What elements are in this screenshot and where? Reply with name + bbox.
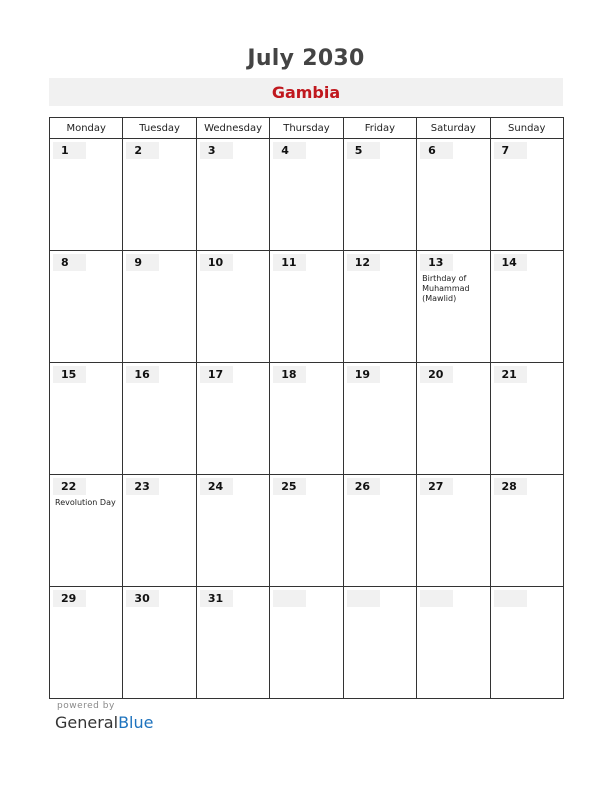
weekday-friday: Friday	[343, 118, 416, 139]
day-cell	[270, 475, 343, 587]
day-cell	[196, 139, 269, 251]
day-number: 21	[494, 366, 527, 383]
day-number: 22	[53, 478, 86, 495]
day-number: 12	[347, 254, 380, 271]
weekday-saturday: Saturday	[417, 118, 490, 139]
day-number: 30	[126, 590, 159, 607]
day-cell	[123, 251, 196, 363]
day-cell	[270, 363, 343, 475]
day-cell	[196, 363, 269, 475]
day-number	[494, 590, 527, 607]
calendar-title: July 2030	[247, 46, 365, 71]
day-number: 27	[420, 478, 453, 495]
day-cell	[270, 139, 343, 251]
day-cell	[196, 475, 269, 587]
day-cell	[50, 363, 123, 475]
day-number: 9	[126, 254, 159, 271]
day-cell	[417, 251, 490, 363]
weekday-wednesday: Wednesday	[196, 118, 269, 139]
week-row	[50, 251, 564, 363]
day-cell	[196, 587, 269, 699]
day-cell	[417, 139, 490, 251]
day-number: 13	[420, 254, 453, 271]
week-row	[50, 587, 564, 699]
day-cell	[270, 587, 343, 699]
day-cell	[123, 139, 196, 251]
day-cell	[417, 363, 490, 475]
day-number: 10	[200, 254, 233, 271]
day-cell	[50, 475, 123, 587]
day-number: 2	[126, 142, 159, 159]
day-number: 8	[53, 254, 86, 271]
week-row	[50, 363, 564, 475]
brand-general-text: General	[55, 713, 119, 732]
day-number: 4	[273, 142, 306, 159]
country-banner	[49, 78, 563, 106]
holiday-label: Birthday of Muhammad (Mawlid)	[422, 274, 470, 303]
day-number	[273, 590, 306, 607]
day-cell	[490, 139, 563, 251]
day-number: 24	[200, 478, 233, 495]
day-cell	[490, 251, 563, 363]
day-number: 5	[347, 142, 380, 159]
brand-blue-text: Blue	[118, 713, 154, 732]
calendar-grid	[49, 117, 564, 699]
week-row	[50, 139, 564, 251]
day-number: 6	[420, 142, 453, 159]
holiday-label: Revolution Day	[55, 498, 116, 507]
day-number: 20	[420, 366, 453, 383]
day-number: 25	[273, 478, 306, 495]
weekday-thursday: Thursday	[270, 118, 343, 139]
weekday-sunday: Sunday	[490, 118, 563, 139]
day-number: 15	[53, 366, 86, 383]
day-cell	[270, 251, 343, 363]
day-number: 1	[53, 142, 86, 159]
day-number: 29	[53, 590, 86, 607]
day-cell	[343, 139, 416, 251]
country-name: Gambia	[271, 83, 341, 102]
day-cell	[123, 363, 196, 475]
day-cell	[343, 251, 416, 363]
day-cell	[50, 139, 123, 251]
day-cell	[490, 475, 563, 587]
day-cell	[490, 587, 563, 699]
weekday-monday: Monday	[50, 118, 123, 139]
day-number: 31	[200, 590, 233, 607]
week-row	[50, 475, 564, 587]
day-number: 7	[494, 142, 527, 159]
day-number	[347, 590, 380, 607]
day-number	[420, 590, 453, 607]
day-number: 3	[200, 142, 233, 159]
day-number: 26	[347, 478, 380, 495]
weekday-tuesday: Tuesday	[123, 118, 196, 139]
day-cell	[196, 251, 269, 363]
day-cell	[50, 587, 123, 699]
day-number: 11	[273, 254, 306, 271]
day-number: 18	[273, 366, 306, 383]
day-number: 16	[126, 366, 159, 383]
day-number: 19	[347, 366, 380, 383]
day-cell	[343, 587, 416, 699]
day-number: 17	[200, 366, 233, 383]
day-cell	[343, 363, 416, 475]
weekday-header-row	[50, 118, 564, 139]
day-cell	[50, 251, 123, 363]
day-number: 23	[126, 478, 159, 495]
day-cell	[123, 475, 196, 587]
day-cell	[417, 475, 490, 587]
generalblue-logo	[55, 713, 153, 732]
day-number: 14	[494, 254, 527, 271]
day-cell	[343, 475, 416, 587]
day-cell	[123, 587, 196, 699]
day-cell	[417, 587, 490, 699]
powered-by-label: powered by	[57, 701, 115, 711]
day-number: 28	[494, 478, 527, 495]
day-cell	[490, 363, 563, 475]
